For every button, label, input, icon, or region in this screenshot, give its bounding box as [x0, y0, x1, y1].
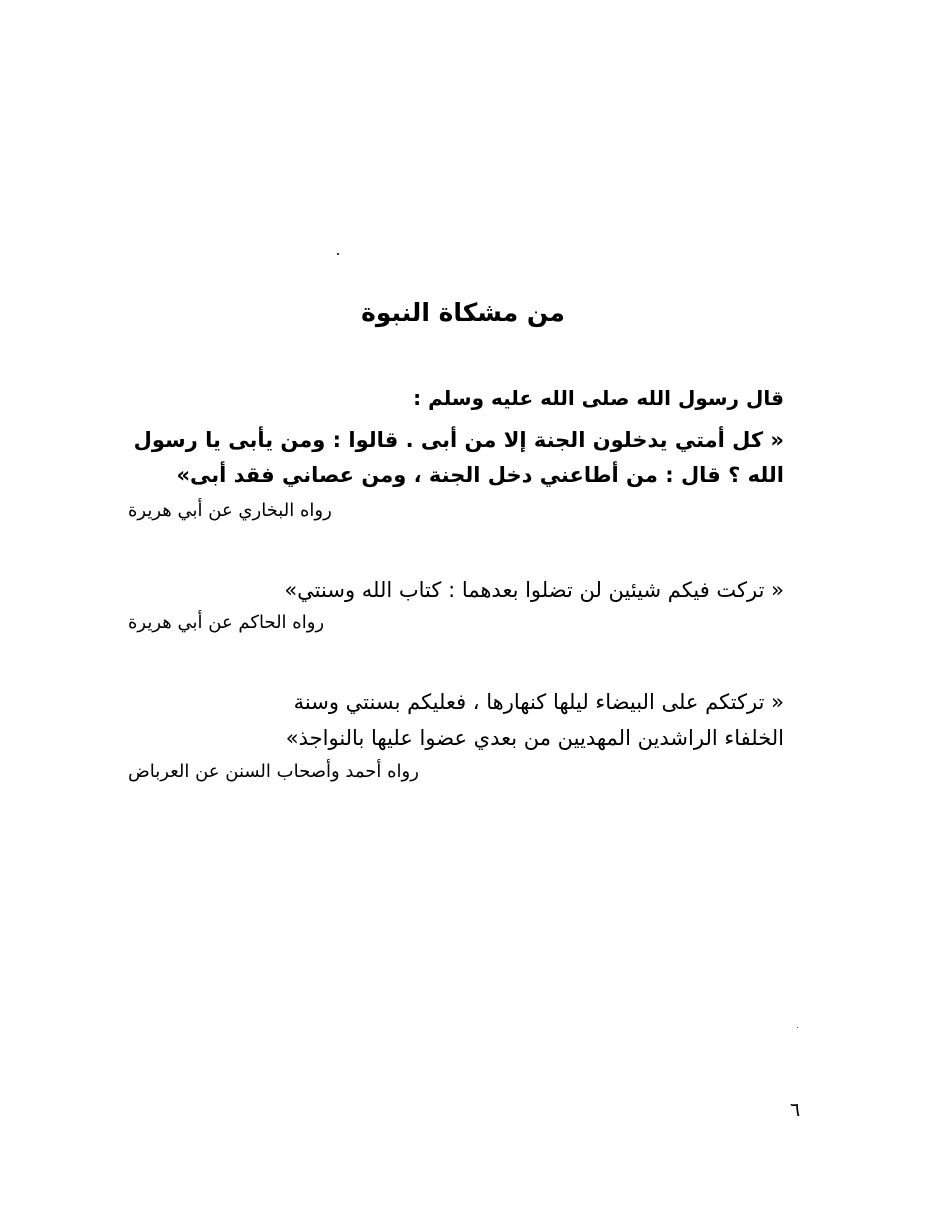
- hadith-1-narration: رواه البخاري عن أبي هريرة: [128, 500, 332, 521]
- intro-line: قال رسول الله صلى الله عليه وسلم :: [413, 386, 784, 410]
- hadith-2-narration: رواه الحاكم عن أبي هريرة: [128, 612, 325, 633]
- hadith-1-line-1: « كل أمتي يدخلون الجنة إلا من أبى . قالوا : ومن يأبى يا رسول: [133, 428, 784, 452]
- page-title: من مشكاة النبوة: [361, 298, 565, 327]
- scan-speck: [797, 1027, 798, 1028]
- page-number: ٦: [790, 1099, 801, 1121]
- hadith-2-line-1: « تركت فيكم شيئين لن تضلوا بعدهما : كتاب الله وسنتي»: [284, 578, 784, 602]
- scan-speck: [337, 253, 339, 255]
- hadith-3-narration: رواه أحمد وأصحاب السنن عن العرباض: [128, 761, 419, 782]
- hadith-3-line-2: الخلفاء الراشدين المهديين من بعدي عضوا عليها بالنواجذ»: [285, 726, 784, 750]
- hadith-1-line-2: الله ؟ قال : من أطاعني دخل الجنة ، ومن عصاني فقد أبى»: [176, 463, 784, 487]
- hadith-3-line-1: « تركتكم على البيضاء ليلها كنهارها ، فعليكم بسنتي وسنة: [293, 690, 784, 714]
